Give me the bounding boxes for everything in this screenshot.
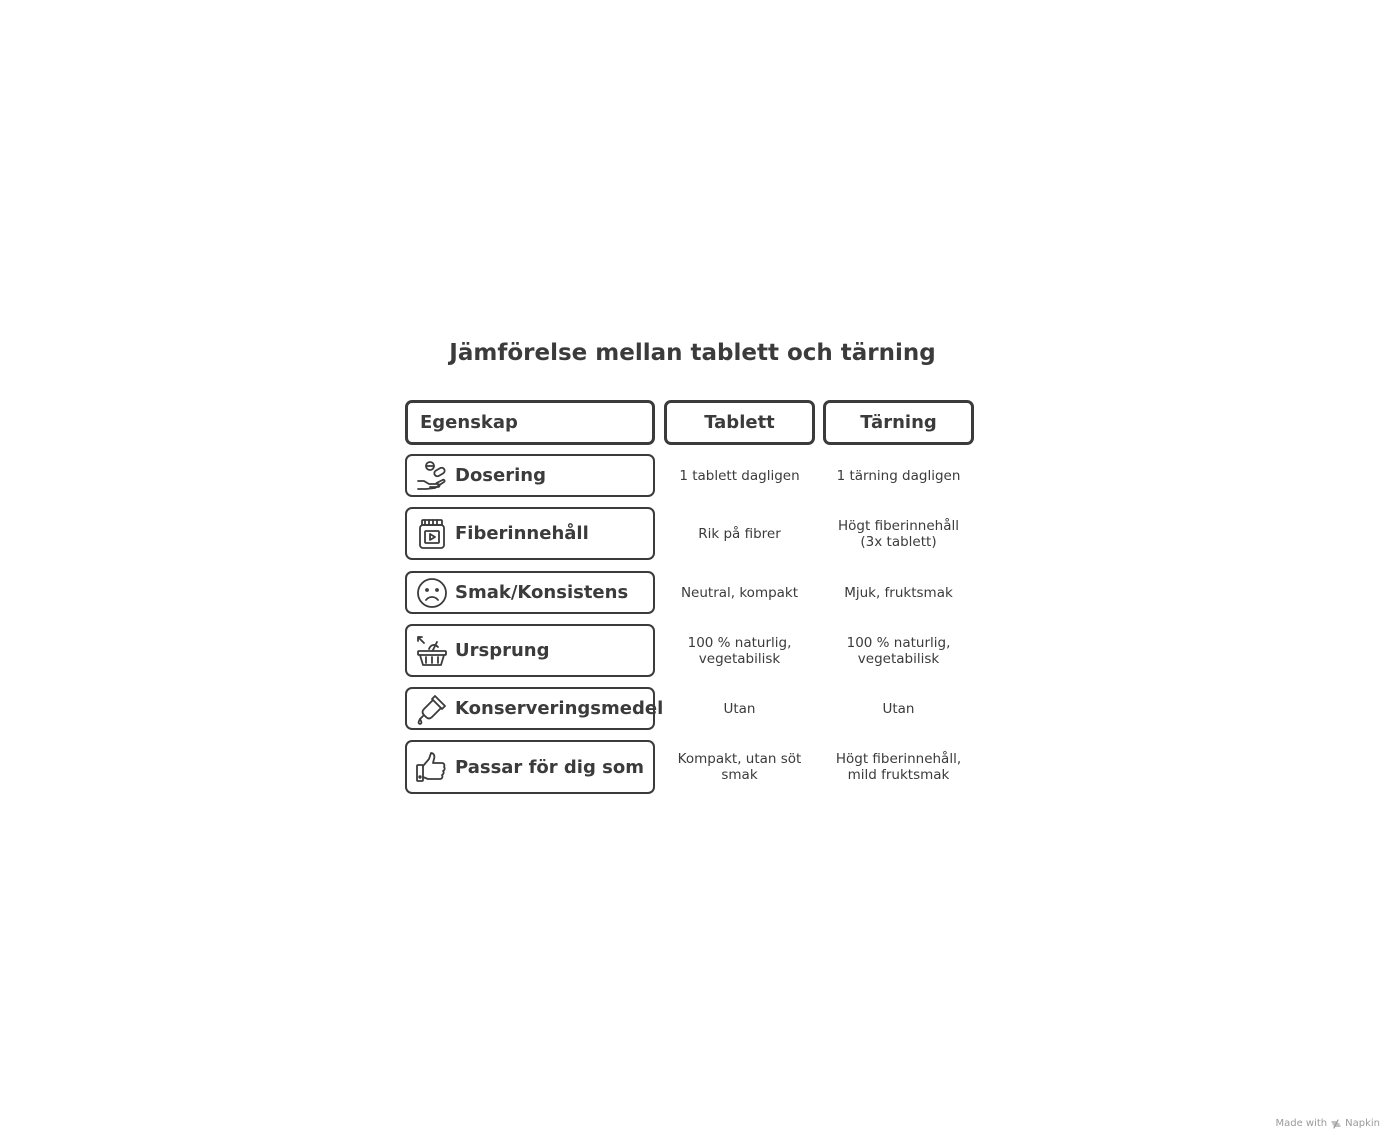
row-label-text: Passar för dig som [455, 756, 644, 778]
row-label-konserveringsmedel [405, 687, 664, 730]
made-with-text: Made with [1275, 1118, 1328, 1129]
row-label-ursprung [405, 624, 655, 677]
cell-tarning-fiberinnehall: Högt fiberinnehåll (3x tablett) [838, 517, 959, 550]
row-label-text: Konserveringsmedel [455, 698, 664, 719]
page-title: Jämförelse mellan tablett och tärning [449, 340, 936, 366]
row-label-text: Ursprung [455, 640, 550, 661]
cell-tablett-ursprung: 100 % naturlig, vegetabilisk [687, 634, 792, 667]
header-egenskap-label: Egenskap [420, 412, 518, 433]
supplement-jar-icon [415, 517, 449, 551]
row-label-text: Dosering [455, 465, 546, 486]
dropper-icon [415, 692, 449, 726]
row-label-text: Fiberinnehåll [455, 523, 589, 544]
napkin-logo-icon [1331, 1119, 1341, 1129]
header-tablett [664, 400, 815, 445]
sad-face-icon [415, 576, 449, 610]
cell-tarning-konservering: Utan [882, 700, 915, 717]
napkin-brand: Napkin [1345, 1118, 1380, 1129]
basket-icon [415, 634, 449, 668]
cell-tablett-passar: Kompakt, utan söt smak [677, 751, 802, 783]
row-label-text: Smak/Konsistens [455, 582, 629, 603]
row-label-dosering [405, 454, 655, 497]
cell-tarning-ursprung: 100 % naturlig, vegetabilisk [846, 634, 951, 667]
row-label-passar [405, 740, 655, 794]
cell-tablett-dosering: 1 tablett dagligen [679, 467, 800, 484]
cell-tarning-passar: Högt fiberinnehåll, mild fruktsmak [835, 751, 962, 783]
header-egenskap [405, 400, 655, 445]
row-label-smak-konsistens [405, 571, 655, 614]
row-label-fiberinnehall [405, 507, 655, 560]
header-tarning-label: Tärning [860, 412, 937, 433]
cell-tablett-konservering: Utan [723, 700, 756, 717]
pill-hand-icon [415, 459, 449, 493]
made-with-footer [1275, 1118, 1380, 1129]
header-tablett-label: Tablett [704, 412, 775, 433]
cell-tarning-smak: Mjuk, fruktsmak [844, 584, 953, 601]
cell-tablett-smak: Neutral, kompakt [680, 584, 799, 601]
header-tarning [823, 400, 974, 445]
cell-tablett-fiberinnehall: Rik på fibrer [698, 525, 781, 542]
cell-tarning-dosering: 1 tärning dagligen [836, 467, 961, 484]
thumbs-up-icon [415, 750, 449, 784]
